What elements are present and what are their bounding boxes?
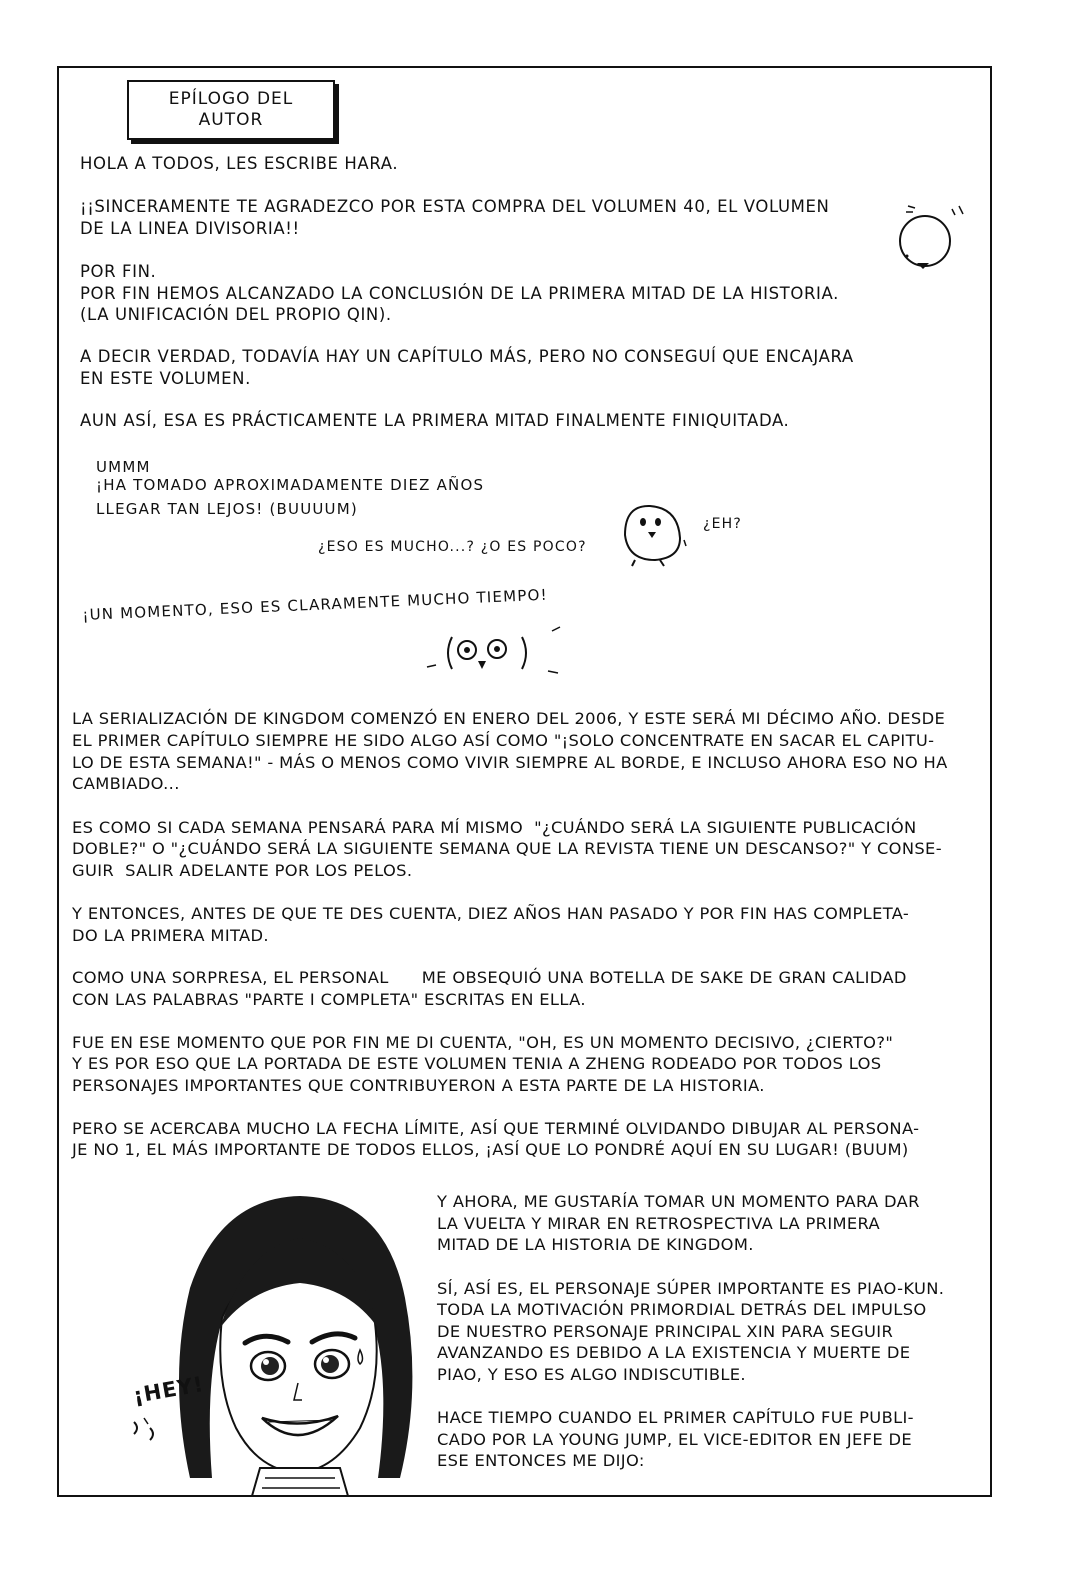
- piao-portrait-illustration: [150, 1178, 425, 1496]
- text-truth-2: EN ESTE VOLUMEN.: [80, 369, 251, 388]
- text-finally-3: (LA UNIFICACIÓN DEL PROPIO QIN).: [80, 305, 392, 324]
- text-every-week-1: ES COMO SI CADA SEMANA PENSARÁ PARA MÍ MISMO "¿CUÁNDO SERÁ LA SIGUIENTE PUBLICACIÓN: [72, 818, 917, 837]
- text-long-ago-1: HACE TIEMPO CUANDO EL PRIMER CAPÍTULO FUE PUBLI-: [437, 1408, 914, 1427]
- text-thanks-1: ¡¡SINCERAMENTE TE AGRADEZCO POR ESTA COMPRA DEL VOLUMEN 40, EL VOLUMEN: [80, 197, 830, 216]
- mascot-doodle-3-icon: [422, 625, 567, 680]
- text-every-week-3: GUIR SALIR ADELANTE POR LOS PELOS.: [72, 861, 413, 880]
- text-ten-years-1: Y ENTONCES, ANTES DE QUE TE DES CUENTA, DIEZ AÑOS HAN PASADO Y POR FIN HAS COMPLETA-: [72, 904, 910, 923]
- text-surprise-1: COMO UNA SORPRESA, EL PERSONAL ME OBSEQUIÓ UNA BOTELLA DE SAKE DE GRAN CALIDAD: [72, 968, 907, 987]
- title-box: [127, 80, 335, 140]
- text-moment-3: PERSONAJES IMPORTANTES QUE CONTRIBUYERON A ESTA PARTE DE LA HISTORIA.: [72, 1076, 765, 1095]
- aside-ten-years-2: LLEGAR TAN LEJOS! (BUUUUM): [96, 500, 358, 518]
- text-serialization-2: EL PRIMER CAPÍTULO SIEMPRE HE SIDO ALGO ASÍ COMO "¡SOLO CONCENTRATE EN SACAR EL CAPITU-: [72, 731, 935, 750]
- text-moment-1: FUE EN ESE MOMENTO QUE POR FIN ME DI CUENTA, "OH, ES UN MOMENTO DECISIVO, ¿CIERTO?": [72, 1033, 894, 1052]
- title-line-2: AUTOR: [198, 110, 264, 130]
- aside-ummm: UMMM: [96, 458, 151, 476]
- text-finally-2: POR FIN HEMOS ALCANZADO LA CONCLUSIÓN DE LA PRIMERA MITAD DE LA HISTORIA.: [80, 284, 839, 303]
- aside-eh: ¿EH?: [703, 516, 743, 532]
- aside-long-time: ¡UN MOMENTO, ESO ES CLARAMENTE MUCHO TIEMPO!: [82, 585, 549, 624]
- text-piao-2: TODA LA MOTIVACIÓN PRIMORDIAL DETRÁS DEL IMPULSO: [437, 1300, 927, 1319]
- text-ten-years-2: DO LA PRIMERA MITAD.: [72, 926, 269, 945]
- title-line-1: EPÍLOGO DEL: [168, 89, 294, 109]
- text-every-week-2: DOBLE?" O "¿CUÁNDO SERÁ LA SIGUIENTE SEMANA QUE LA REVISTA TIENE UN DESCANSO?" Y CONSE-: [72, 839, 942, 858]
- text-piao-5: PIAO, Y ESO ES ALGO INDISCUTIBLE.: [437, 1365, 746, 1384]
- text-piao-3: DE NUESTRO PERSONAJE PRINCIPAL XIN PARA SEGUIR: [437, 1322, 894, 1341]
- text-piao-1: SÍ, ASÍ ES, EL PERSONAJE SÚPER IMPORTANTE ES PIAO-KUN.: [437, 1279, 945, 1298]
- text-deadline-2: JE NO 1, EL MÁS IMPORTANTE DE TODOS ELLOS, ¡ASÍ QUE LO PONDRÉ AQUÍ EN SU LUGAR! (BUUM): [72, 1140, 909, 1159]
- aside-ten-years-1: ¡HA TOMADO APROXIMADAMENTE DIEZ AÑOS: [96, 476, 485, 494]
- text-thanks-2: DE LA LINEA DIVISORIA!!: [80, 219, 300, 238]
- text-finally-1: POR FIN.: [80, 262, 157, 281]
- text-deadline-1: PERO SE ACERCABA MUCHO LA FECHA LÍMITE, ASÍ QUE TERMINÉ OLVIDANDO DIBUJAR AL PERSONA-: [72, 1119, 920, 1138]
- text-serialization-4: CAMBIADO...: [72, 774, 180, 793]
- text-serialization-3: LO DE ESTA SEMANA!" - MÁS O MENOS COMO VIVIR SIEMPRE AL BORDE, E INCLUSO AHORA ESO NO HA: [72, 753, 948, 772]
- text-hello: HOLA A TODOS, LES ESCRIBE HARA.: [80, 154, 399, 173]
- text-truth-1: A DECIR VERDAD, TODAVÍA HAY UN CAPÍTULO MÁS, PERO NO CONSEGUÍ QUE ENCAJARA: [80, 347, 854, 366]
- text-serialization-1: LA SERIALIZACIÓN DE KINGDOM COMENZÓ EN ENERO DEL 2006, Y ESTE SERÁ MI DÉCIMO AÑO. DESDE: [72, 709, 946, 728]
- text-now-3: MITAD DE LA HISTORIA DE KINGDOM.: [437, 1235, 754, 1254]
- text-long-ago-2: CADO POR LA YOUNG JUMP, EL VICE-EDITOR EN JEFE DE: [437, 1430, 913, 1449]
- text-moment-2: Y ES POR ESO QUE LA PORTADA DE ESTE VOLUMEN TENIA A ZHENG RODEADO POR TODOS LOS: [72, 1054, 882, 1073]
- shout-marks-icon: [128, 1414, 168, 1444]
- text-piao-4: AVANZANDO ES DEBIDO A LA EXISTENCIA Y MUERTE DE: [437, 1343, 911, 1362]
- text-surprise-2: CON LAS PALABRAS "PARTE I COMPLETA" ESCRITAS EN ELLA.: [72, 990, 586, 1009]
- mascot-doodle-2-icon: [610, 500, 700, 570]
- aside-much-or-little: ¿ESO ES MUCHO...? ¿O ES POCO?: [318, 539, 587, 555]
- text-now-1: Y AHORA, ME GUSTARÍA TOMAR UN MOMENTO PARA DAR: [437, 1192, 920, 1211]
- text-long-ago-3: ESE ENTONCES ME DIJO:: [437, 1451, 645, 1470]
- text-half-done: AUN ASÍ, ESA ES PRÁCTICAMENTE LA PRIMERA MITAD FINALMENTE FINIQUITADA.: [80, 411, 790, 430]
- hey-exclamation: ¡HEY!: [131, 1371, 206, 1409]
- mascot-doodle-1-icon: [885, 196, 975, 276]
- text-now-2: LA VUELTA Y MIRAR EN RETROSPECTIVA LA PRIMERA: [437, 1214, 881, 1233]
